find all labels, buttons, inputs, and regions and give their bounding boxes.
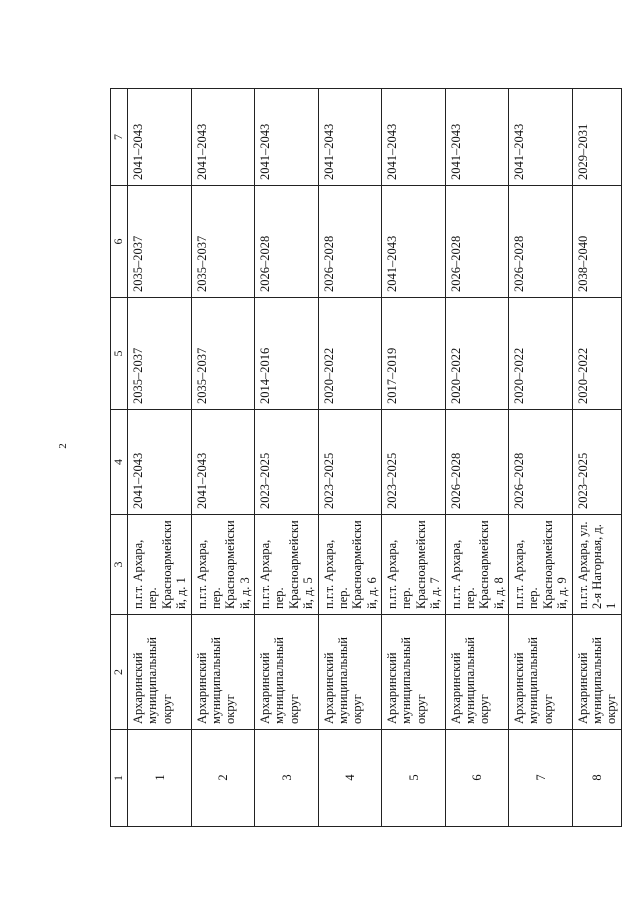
period-cell-col4: 2041–2043 bbox=[128, 410, 192, 515]
row-number-cell: 5 bbox=[382, 730, 446, 827]
column-header-3: 3 bbox=[111, 515, 128, 615]
period-cell-col7: 2041–2043 bbox=[191, 89, 255, 186]
period-cell-col6: 2038–2040 bbox=[572, 186, 621, 298]
period-cell-col4: 2023–2025 bbox=[255, 410, 319, 515]
column-number-row bbox=[111, 89, 128, 827]
table-row bbox=[382, 89, 446, 827]
period-cell-col6: 2026–2028 bbox=[509, 186, 573, 298]
period-cell-col5: 2020–2022 bbox=[509, 298, 573, 410]
period-cell-col7: 2041–2043 bbox=[128, 89, 192, 186]
period-cell-col5: 2014–2016 bbox=[255, 298, 319, 410]
period-cell-col7: 2041–2043 bbox=[445, 89, 509, 186]
column-header-6: 6 bbox=[111, 186, 128, 298]
table-row bbox=[445, 89, 509, 827]
period-cell-col7: 2029–2031 bbox=[572, 89, 621, 186]
row-number-cell: 4 bbox=[318, 730, 382, 827]
period-cell-col4: 2023–2025 bbox=[572, 410, 621, 515]
period-cell-col6: 2026–2028 bbox=[255, 186, 319, 298]
column-header-5: 5 bbox=[111, 298, 128, 410]
table-row bbox=[318, 89, 382, 827]
period-cell-col6: 2026–2028 bbox=[318, 186, 382, 298]
column-header-4: 4 bbox=[111, 410, 128, 515]
period-cell-col5: 2035–2037 bbox=[191, 298, 255, 410]
municipality-cell: Архаринский муниципальный округ bbox=[572, 615, 621, 730]
period-cell-col4: 2026–2028 bbox=[509, 410, 573, 515]
row-number-cell: 1 bbox=[128, 730, 192, 827]
municipality-cell: Архаринский муниципальный округ bbox=[318, 615, 382, 730]
row-number-cell: 6 bbox=[445, 730, 509, 827]
address-cell: п.г.т. Архара, пер. Красноармейский, д. 1 bbox=[128, 515, 192, 615]
period-cell-col7: 2041–2043 bbox=[255, 89, 319, 186]
municipality-cell: Архаринский муниципальный округ bbox=[509, 615, 573, 730]
period-cell-col4: 2023–2025 bbox=[318, 410, 382, 515]
address-cell: п.г.т. Архара, пер. Красноармейский, д. 7 bbox=[382, 515, 446, 615]
period-cell-col7: 2041–2043 bbox=[318, 89, 382, 186]
table-row bbox=[128, 89, 192, 827]
period-cell-col6: 2041–2043 bbox=[382, 186, 446, 298]
page-number: 2 bbox=[56, 443, 69, 449]
row-number-cell: 8 bbox=[572, 730, 621, 827]
table-row bbox=[191, 89, 255, 827]
column-header-1: 1 bbox=[111, 730, 128, 827]
period-cell-col5: 2035–2037 bbox=[128, 298, 192, 410]
municipality-cell: Архаринский муниципальный округ bbox=[128, 615, 192, 730]
table-row bbox=[509, 89, 573, 827]
row-number-cell: 2 bbox=[191, 730, 255, 827]
column-header-7: 7 bbox=[111, 89, 128, 186]
schedule-table bbox=[110, 88, 622, 827]
table-row bbox=[572, 89, 621, 827]
municipality-cell: Архаринский муниципальный округ bbox=[445, 615, 509, 730]
period-cell-col7: 2041–2043 bbox=[382, 89, 446, 186]
column-header-2: 2 bbox=[111, 615, 128, 730]
period-cell-col7: 2041–2043 bbox=[509, 89, 573, 186]
address-cell: п.г.т. Архара, ул. 2-я Нагорная, д. 1 bbox=[572, 515, 621, 615]
table-row bbox=[255, 89, 319, 827]
address-cell: п.г.т. Архара, пер. Красноармейский, д. 5 bbox=[255, 515, 319, 615]
address-cell: п.г.т. Архара, пер. Красноармейский, д. 9 bbox=[509, 515, 573, 615]
period-cell-col4: 2041–2043 bbox=[191, 410, 255, 515]
period-cell-col5: 2017–2019 bbox=[382, 298, 446, 410]
address-cell: п.г.т. Архара, пер. Красноармейский, д. 3 bbox=[191, 515, 255, 615]
address-cell: п.г.т. Архара, пер. Красноармейский, д. 8 bbox=[445, 515, 509, 615]
address-cell: п.г.т. Архара, пер. Красноармейский, д. 6 bbox=[318, 515, 382, 615]
period-cell-col5: 2020–2022 bbox=[318, 298, 382, 410]
row-number-cell: 7 bbox=[509, 730, 573, 827]
period-cell-col4: 2023–2025 bbox=[382, 410, 446, 515]
period-cell-col6: 2035–2037 bbox=[128, 186, 192, 298]
period-cell-col4: 2026–2028 bbox=[445, 410, 509, 515]
rotated-table-container bbox=[110, 89, 619, 827]
municipality-cell: Архаринский муниципальный округ bbox=[191, 615, 255, 730]
period-cell-col5: 2020–2022 bbox=[445, 298, 509, 410]
period-cell-col6: 2026–2028 bbox=[445, 186, 509, 298]
period-cell-col6: 2035–2037 bbox=[191, 186, 255, 298]
row-number-cell: 3 bbox=[255, 730, 319, 827]
municipality-cell: Архаринский муниципальный округ bbox=[255, 615, 319, 730]
municipality-cell: Архаринский муниципальный округ bbox=[382, 615, 446, 730]
period-cell-col5: 2020–2022 bbox=[572, 298, 621, 410]
